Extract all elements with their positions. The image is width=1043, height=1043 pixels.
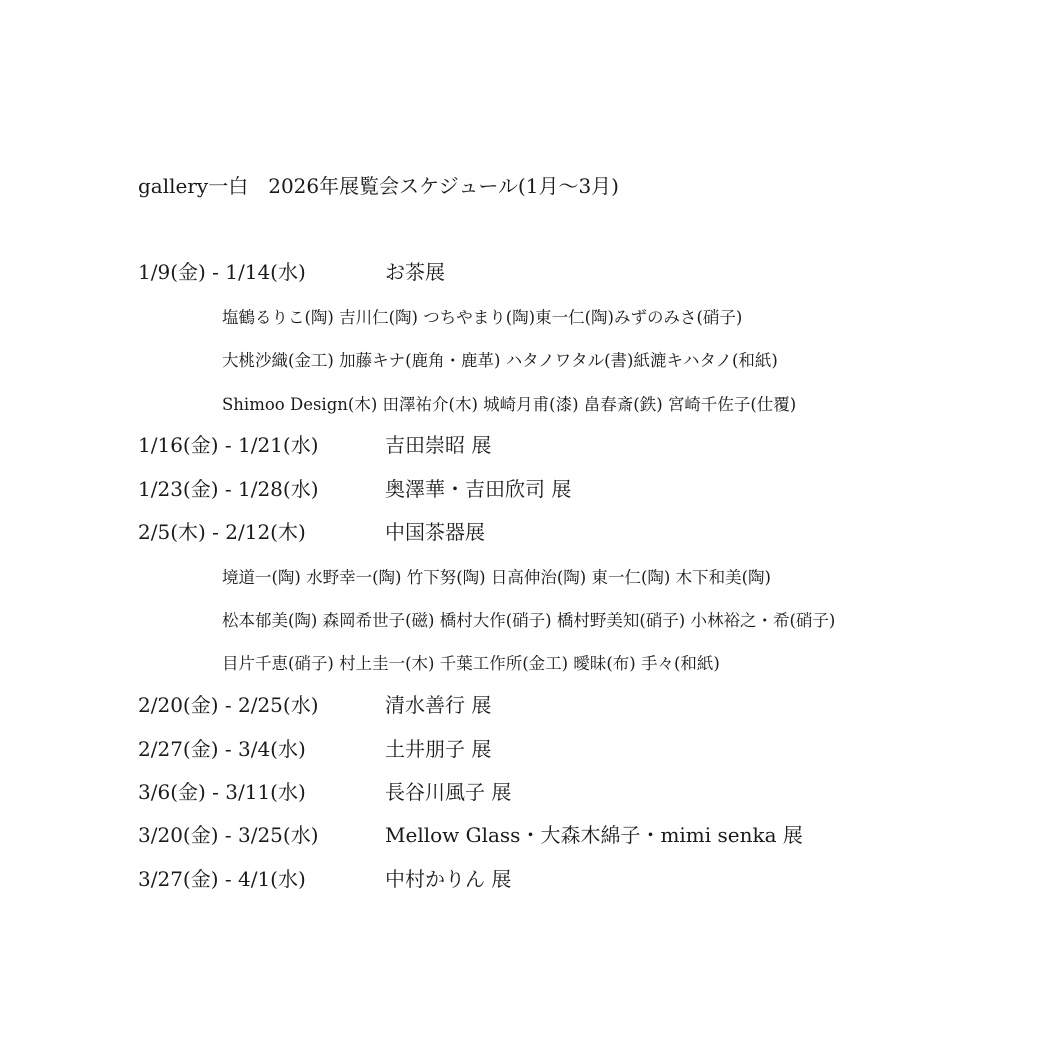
page-title: gallery一白 2026年展覧会スケジュール(1月〜3月) [138,174,619,198]
event-date: 1/23(金) - 1/28(水) [138,477,319,501]
event-date: 1/9(金) - 1/14(水) [138,260,306,284]
event-date: 1/16(金) - 1/21(水) [138,433,319,457]
event-name: 吉田崇昭 展 [385,433,492,457]
event-date: 2/20(金) - 2/25(水) [138,693,319,717]
event-name: Mellow Glass・大森木綿子・mimi senka 展 [385,823,803,847]
event-date: 3/27(金) - 4/1(水) [138,867,306,891]
artist-line: 目片千恵(硝子) 村上圭一(木) 千葉工作所(金工) 曖昧(布) 手々(和紙) [222,654,720,673]
artist-line: 大桃沙織(金工) 加藤キナ(鹿角・鹿革) ハタノワタル(書)紙漉キハタノ(和紙) [222,351,778,370]
event-date: 2/5(木) - 2/12(木) [138,520,306,544]
event-name: 清水善行 展 [385,693,492,717]
event-date: 2/27(金) - 3/4(水) [138,737,306,761]
event-name: お茶展 [385,260,445,284]
artist-line: 松本郁美(陶) 森岡希世子(磁) 橋村大作(硝子) 橋村野美知(硝子) 小林裕之・希(硝子) [222,611,836,630]
artist-line: Shimoo Design(木) 田澤祐介(木) 城崎月甫(漆) 畠春斎(鉄) 宮崎千佐子(仕覆) [222,395,797,414]
event-name: 土井朋子 展 [385,737,492,761]
artist-line: 塩鶴るりこ(陶) 吉川仁(陶) つちやまり(陶)東一仁(陶)みずのみさ(硝子) [222,308,743,327]
event-date: 3/20(金) - 3/25(水) [138,823,319,847]
event-name: 奥澤華・吉田欣司 展 [385,477,572,501]
event-name: 長谷川風子 展 [385,780,512,804]
event-date: 3/6(金) - 3/11(水) [138,780,306,804]
event-name: 中村かりん 展 [385,867,512,891]
artist-line: 境道一(陶) 水野幸一(陶) 竹下努(陶) 日高伸治(陶) 東一仁(陶) 木下和美(陶) [222,568,771,587]
event-name: 中国茶器展 [385,520,485,544]
